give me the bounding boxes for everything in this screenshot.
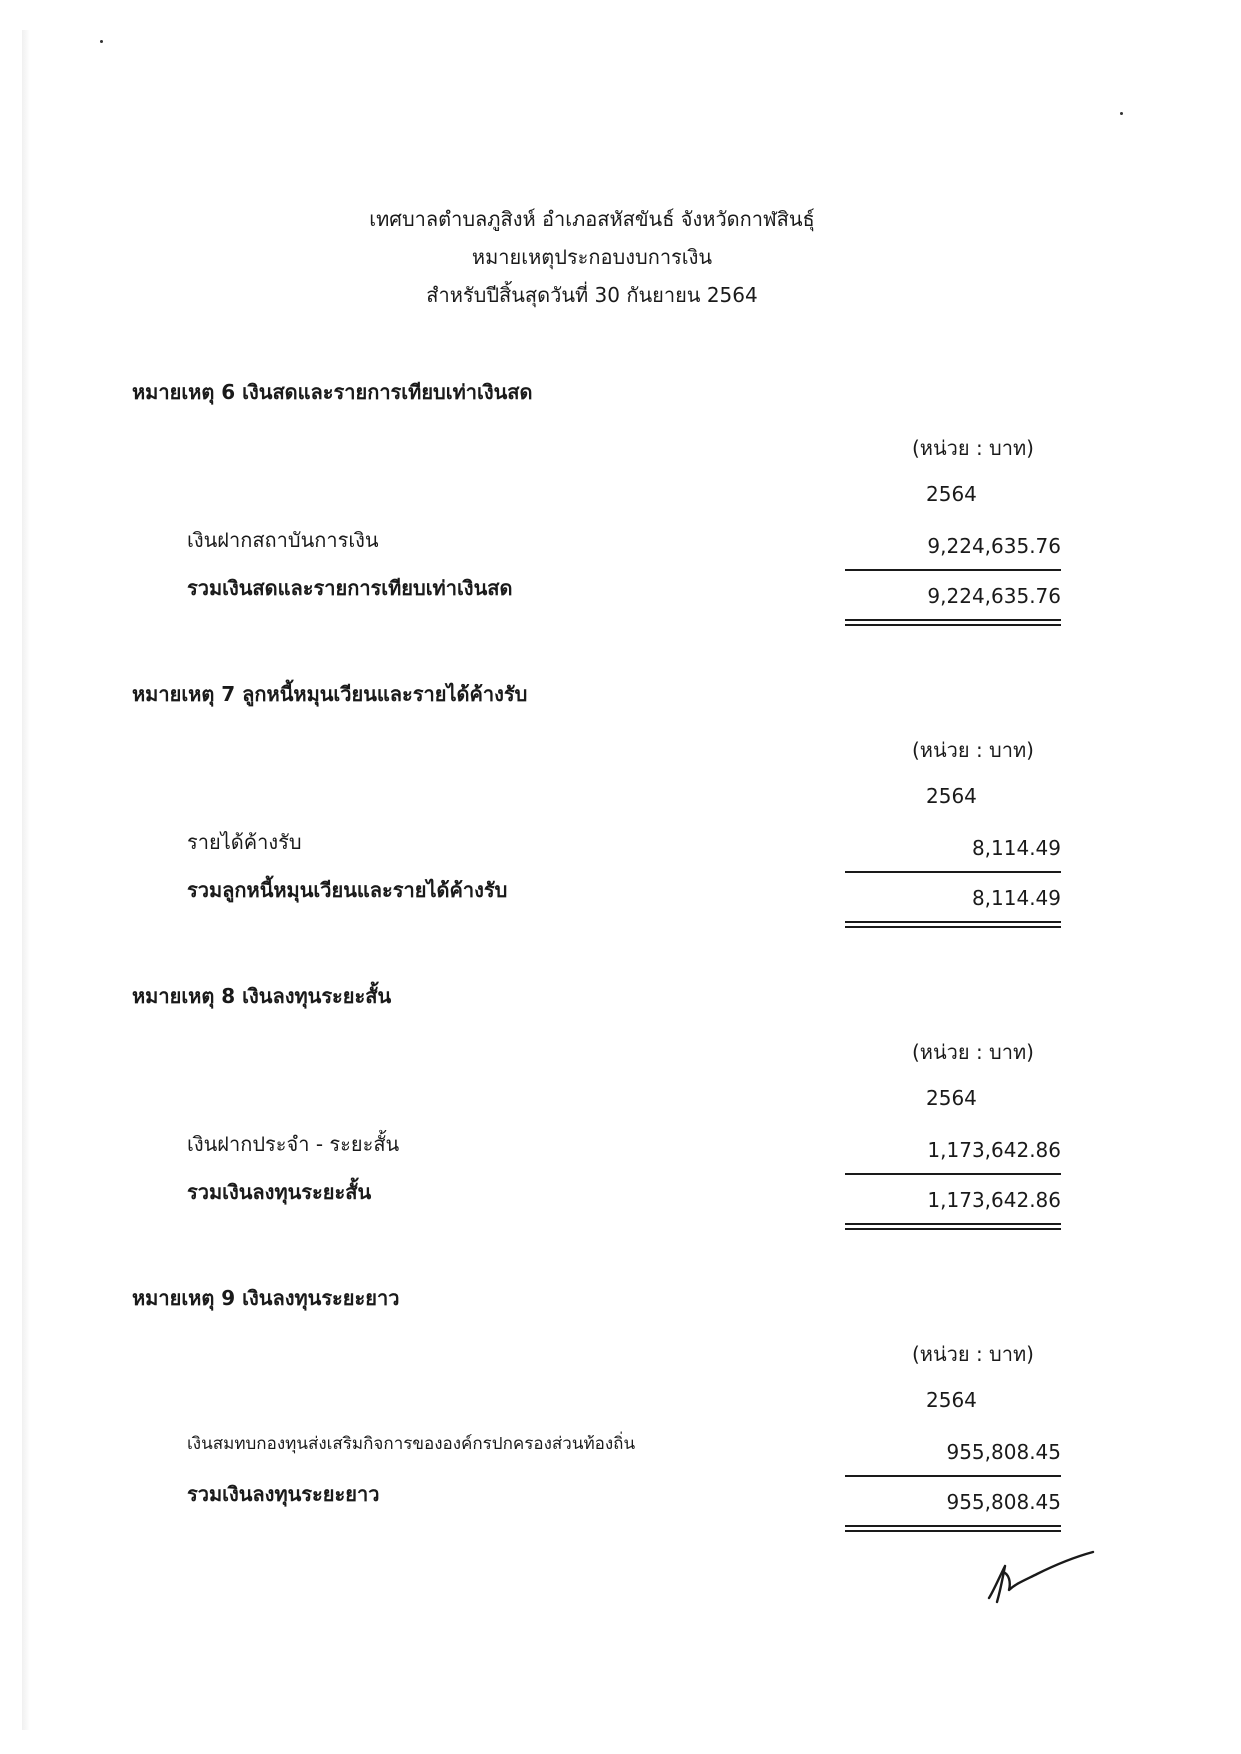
total-label: รวมเงินสดและรายการเทียบเท่าเงินสด bbox=[187, 576, 513, 600]
total-double-rule bbox=[845, 1525, 1061, 1532]
note-8-section bbox=[0, 980, 1241, 1280]
year-header: 2564 bbox=[926, 1388, 977, 1412]
subtotal-rule bbox=[845, 1475, 1061, 1477]
line-item-label: เงินสมทบกองทุนส่งเสริมกิจการขององค์กรปกครองส่วนท้องถิ่น bbox=[187, 1434, 636, 1454]
year-header: 2564 bbox=[926, 784, 977, 808]
total-value: 9,224,635.76 bbox=[927, 584, 1061, 608]
total-double-rule bbox=[845, 619, 1061, 626]
line-item-value: 955,808.45 bbox=[946, 1440, 1061, 1464]
period-statement: สำหรับปีสิ้นสุดวันที่ 30 กันยายน 2564 bbox=[426, 283, 758, 307]
document-title: หมายเหตุประกอบงบการเงิน bbox=[471, 245, 713, 269]
unit-label: (หน่วย : บาท) bbox=[912, 1040, 1034, 1064]
line-item-label: รายได้ค้างรับ bbox=[187, 830, 302, 854]
subtotal-rule bbox=[845, 871, 1061, 873]
note-9-section bbox=[0, 1282, 1241, 1582]
scan-speck bbox=[100, 40, 103, 43]
note-title: หมายเหตุ 9 เงินลงทุนระยะยาว bbox=[132, 1286, 400, 1310]
total-double-rule bbox=[845, 921, 1061, 928]
line-item-label: เงินฝากประจำ - ระยะสั้น bbox=[187, 1132, 400, 1156]
note-7-section bbox=[0, 678, 1241, 978]
total-label: รวมลูกหนี้หมุนเวียนและรายได้ค้างรับ bbox=[187, 878, 508, 902]
unit-label: (หน่วย : บาท) bbox=[912, 436, 1034, 460]
scan-speck bbox=[1120, 112, 1123, 115]
note-title: หมายเหตุ 8 เงินลงทุนระยะสั้น bbox=[132, 984, 392, 1008]
line-item-value: 1,173,642.86 bbox=[927, 1138, 1061, 1162]
line-item-value: 8,114.49 bbox=[971, 836, 1061, 860]
line-item-label: เงินฝากสถาบันการเงิน bbox=[187, 528, 379, 552]
total-value: 955,808.45 bbox=[946, 1490, 1061, 1514]
year-header: 2564 bbox=[926, 482, 977, 506]
unit-label: (หน่วย : บาท) bbox=[912, 1342, 1034, 1366]
note-6-section bbox=[0, 376, 1241, 676]
total-double-rule bbox=[845, 1223, 1061, 1230]
subtotal-rule bbox=[845, 569, 1061, 571]
line-item-value: 9,224,635.76 bbox=[927, 534, 1061, 558]
note-title: หมายเหตุ 6 เงินสดและรายการเทียบเท่าเงินสด bbox=[132, 380, 533, 404]
total-label: รวมเงินลงทุนระยะยาว bbox=[187, 1482, 380, 1506]
total-value: 1,173,642.86 bbox=[927, 1188, 1061, 1212]
unit-label: (หน่วย : บาท) bbox=[912, 738, 1034, 762]
handwritten-signature bbox=[985, 1548, 1095, 1608]
subtotal-rule bbox=[845, 1173, 1061, 1175]
document-header bbox=[0, 200, 1184, 314]
total-label: รวมเงินลงทุนระยะสั้น bbox=[187, 1180, 372, 1204]
organization-name: เทศบาลตำบลภูสิงห์ อำเภอสหัสขันธ์ จังหวัดกาฬสินธุ์ bbox=[369, 207, 815, 231]
year-header: 2564 bbox=[926, 1086, 977, 1110]
total-value: 8,114.49 bbox=[971, 886, 1061, 910]
note-title: หมายเหตุ 7 ลูกหนี้หมุนเวียนและรายได้ค้างรับ bbox=[132, 682, 528, 706]
